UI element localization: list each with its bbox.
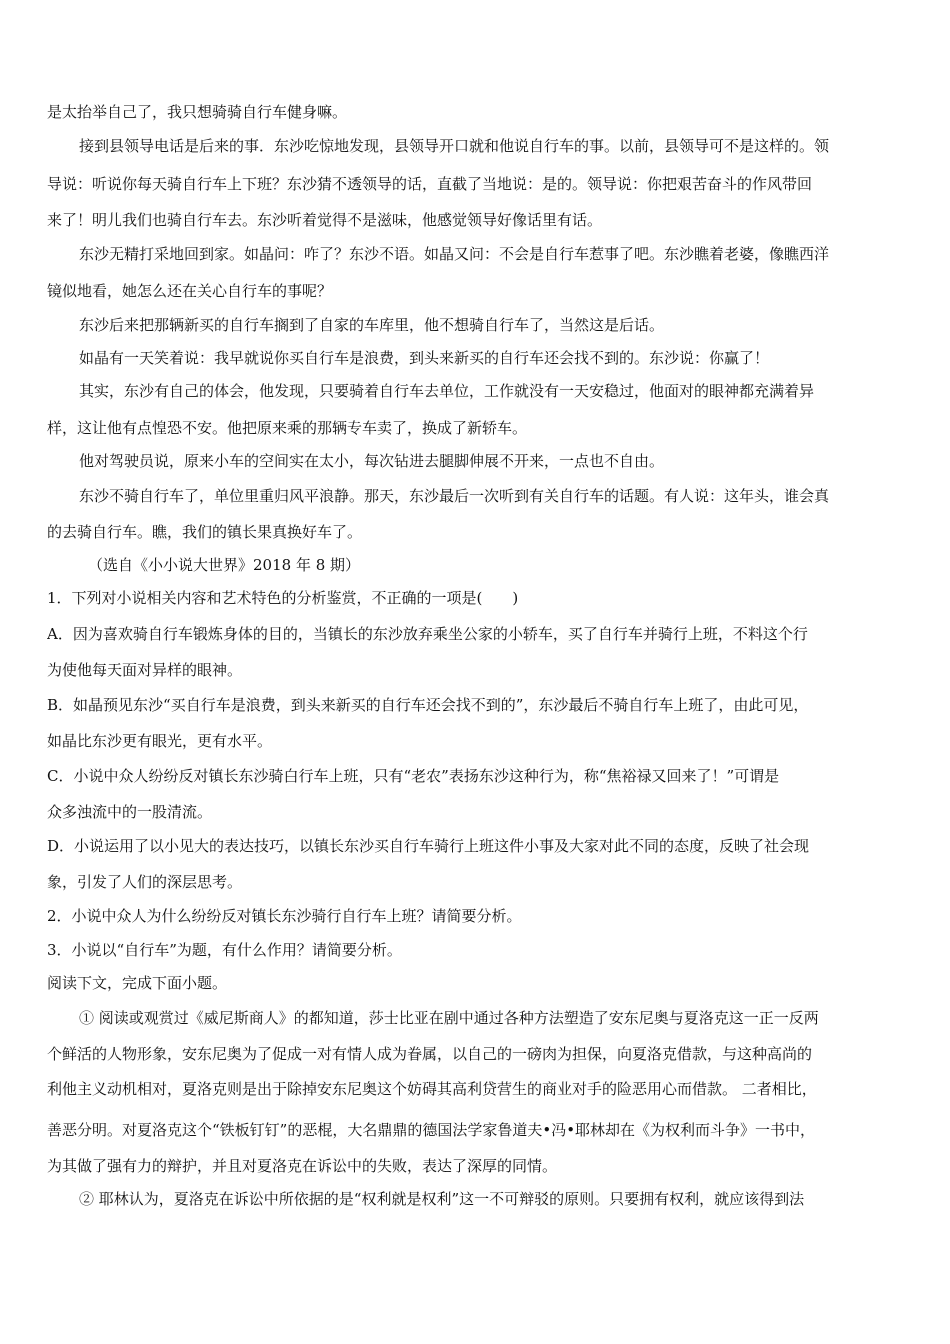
text-line: 东沙无精打采地回到家。如晶问：咋了？东沙不语。如晶又问：不会是自行车惹事了吧。东沙瞧着老婆，像瞧西洋: [79, 245, 830, 263]
reading-instruction: 阅读下文，完成下面小题。: [47, 974, 228, 992]
option-a-cont: 为使他每天面对异样的眼神。: [47, 661, 243, 679]
text-line: ② 耶林认为，夏洛克在诉讼中所依据的是“权利就是权利”这一不可辩驳的原则。只要拥有权利，就应该得到法: [79, 1190, 805, 1208]
option-b: B．如晶预见东沙“买自行车是浪费，到头来新买的自行车还会找不到的”，东沙最后不骑自行车上班了，由此可见，: [47, 696, 809, 714]
question-3: 3．小说以“自行车”为题，有什么作用？请简要分析。: [47, 941, 402, 959]
text-line: 善恶分明。对夏洛克这个“铁板钉钉”的恶棍，大名鼎鼎的德国法学家鲁道夫•冯•耶林却在《为权利而斗争》一书中，: [47, 1121, 816, 1139]
text-line: 东沙不骑自行车了，单位里重归风平浪静。那天，东沙最后一次听到有关自行车的话题。有人说：这年头，谁会真: [79, 487, 830, 505]
text-line: 东沙后来把那辆新买的自行车搁到了自家的车库里，他不想骑自行车了，当然这是后话。: [79, 316, 665, 334]
text-line: 来了！明儿我们也骑自行车去。东沙听着觉得不是滋味，他感觉领导好像话里有话。: [47, 211, 603, 229]
text-line: 导说：听说你每天骑自行车上下班？东沙猜不透领导的话，直截了当地说：是的。领导说：你把艰苦奋斗的作风带回: [47, 175, 813, 193]
option-b-cont: 如晶比东沙更有眼光，更有水平。: [47, 732, 273, 750]
option-a: A．因为喜欢骑自行车锻炼身体的目的，当镇长的东沙放弃乘坐公家的小轿车，买了自行车并骑行上班，不料这个行: [47, 625, 808, 643]
text-line: 的去骑自行车。瞧，我们的镇长果真换好车了。: [47, 523, 363, 541]
option-d: D．小说运用了以小见大的表达技巧，以镇长东沙买自行车骑行上班这件小事及大家对此不同的态度，反映了社会现: [47, 837, 810, 855]
question-2: 2．小说中众人为什么纷纷反对镇长东沙骑行自行车上班？请简要分析。: [47, 907, 522, 925]
text-line: ① 阅读或观赏过《威尼斯商人》的都知道，莎士比亚在剧中通过各种方法塑造了安东尼奥与夏洛克这一正一反两: [79, 1009, 819, 1027]
source-citation: （选自《小小说大世界》2018 年 8 期）: [88, 556, 361, 574]
text-line: 其实，东沙有自己的体会，他发现，只要骑着自行车去单位，工作就没有一天安稳过，他面对的眼神都充满着异: [79, 382, 815, 400]
question-1: 1．下列对小说相关内容和艺术特色的分析鉴赏，不正确的一项是( ): [47, 589, 519, 607]
text-line: 接到县领导电话是后来的事．东沙吃惊地发现，县领导开口就和他说自行车的事。以前，县领导可不是这样的。领: [79, 137, 830, 155]
text-line: 如晶有一天笑着说：我早就说你买自行车是浪费，到头来新买的自行车还会找不到的。东沙说：你赢了！: [79, 349, 770, 367]
option-d-cont: 象，引发了人们的深层思考。: [47, 873, 243, 891]
text-line: 利他主义动机相对，夏洛克则是出于除掉安东尼奥这个妨碍其高利贷营生的商业对手的险恶用心而借款。 二者相比，: [47, 1080, 817, 1098]
text-line: 他对驾驶员说，原来小车的空间实在太小，每次钻进去腿脚伸展不开来，一点也不自由。: [79, 452, 665, 470]
text-line: 是太抬举自己了，我只想骑骑自行车健身嘛。: [47, 103, 348, 121]
option-c: C．小说中众人纷纷反对镇长东沙骑白行车上班，只有“老农”表扬东沙这种行为，称“焦裕禄又回来了！”可谓是: [47, 767, 780, 785]
text-line: 个鲜活的人物形象，安东尼奥为了促成一对有情人成为眷属，以自己的一磅肉为担保，向夏洛克借款，与这种高尚的: [47, 1045, 813, 1063]
option-c-cont: 众多浊流中的一股清流。: [47, 803, 213, 821]
text-line: 镜似地看，她怎么还在关心自行车的事呢？: [47, 282, 333, 300]
text-line: 样，这让他有点惶恐不安。他把原来乘的那辆专车卖了，换成了新轿车。: [47, 419, 528, 437]
text-line: 为其做了强有力的辩护，并且对夏洛克在诉讼中的失败，表达了深厚的同情。: [47, 1157, 558, 1175]
